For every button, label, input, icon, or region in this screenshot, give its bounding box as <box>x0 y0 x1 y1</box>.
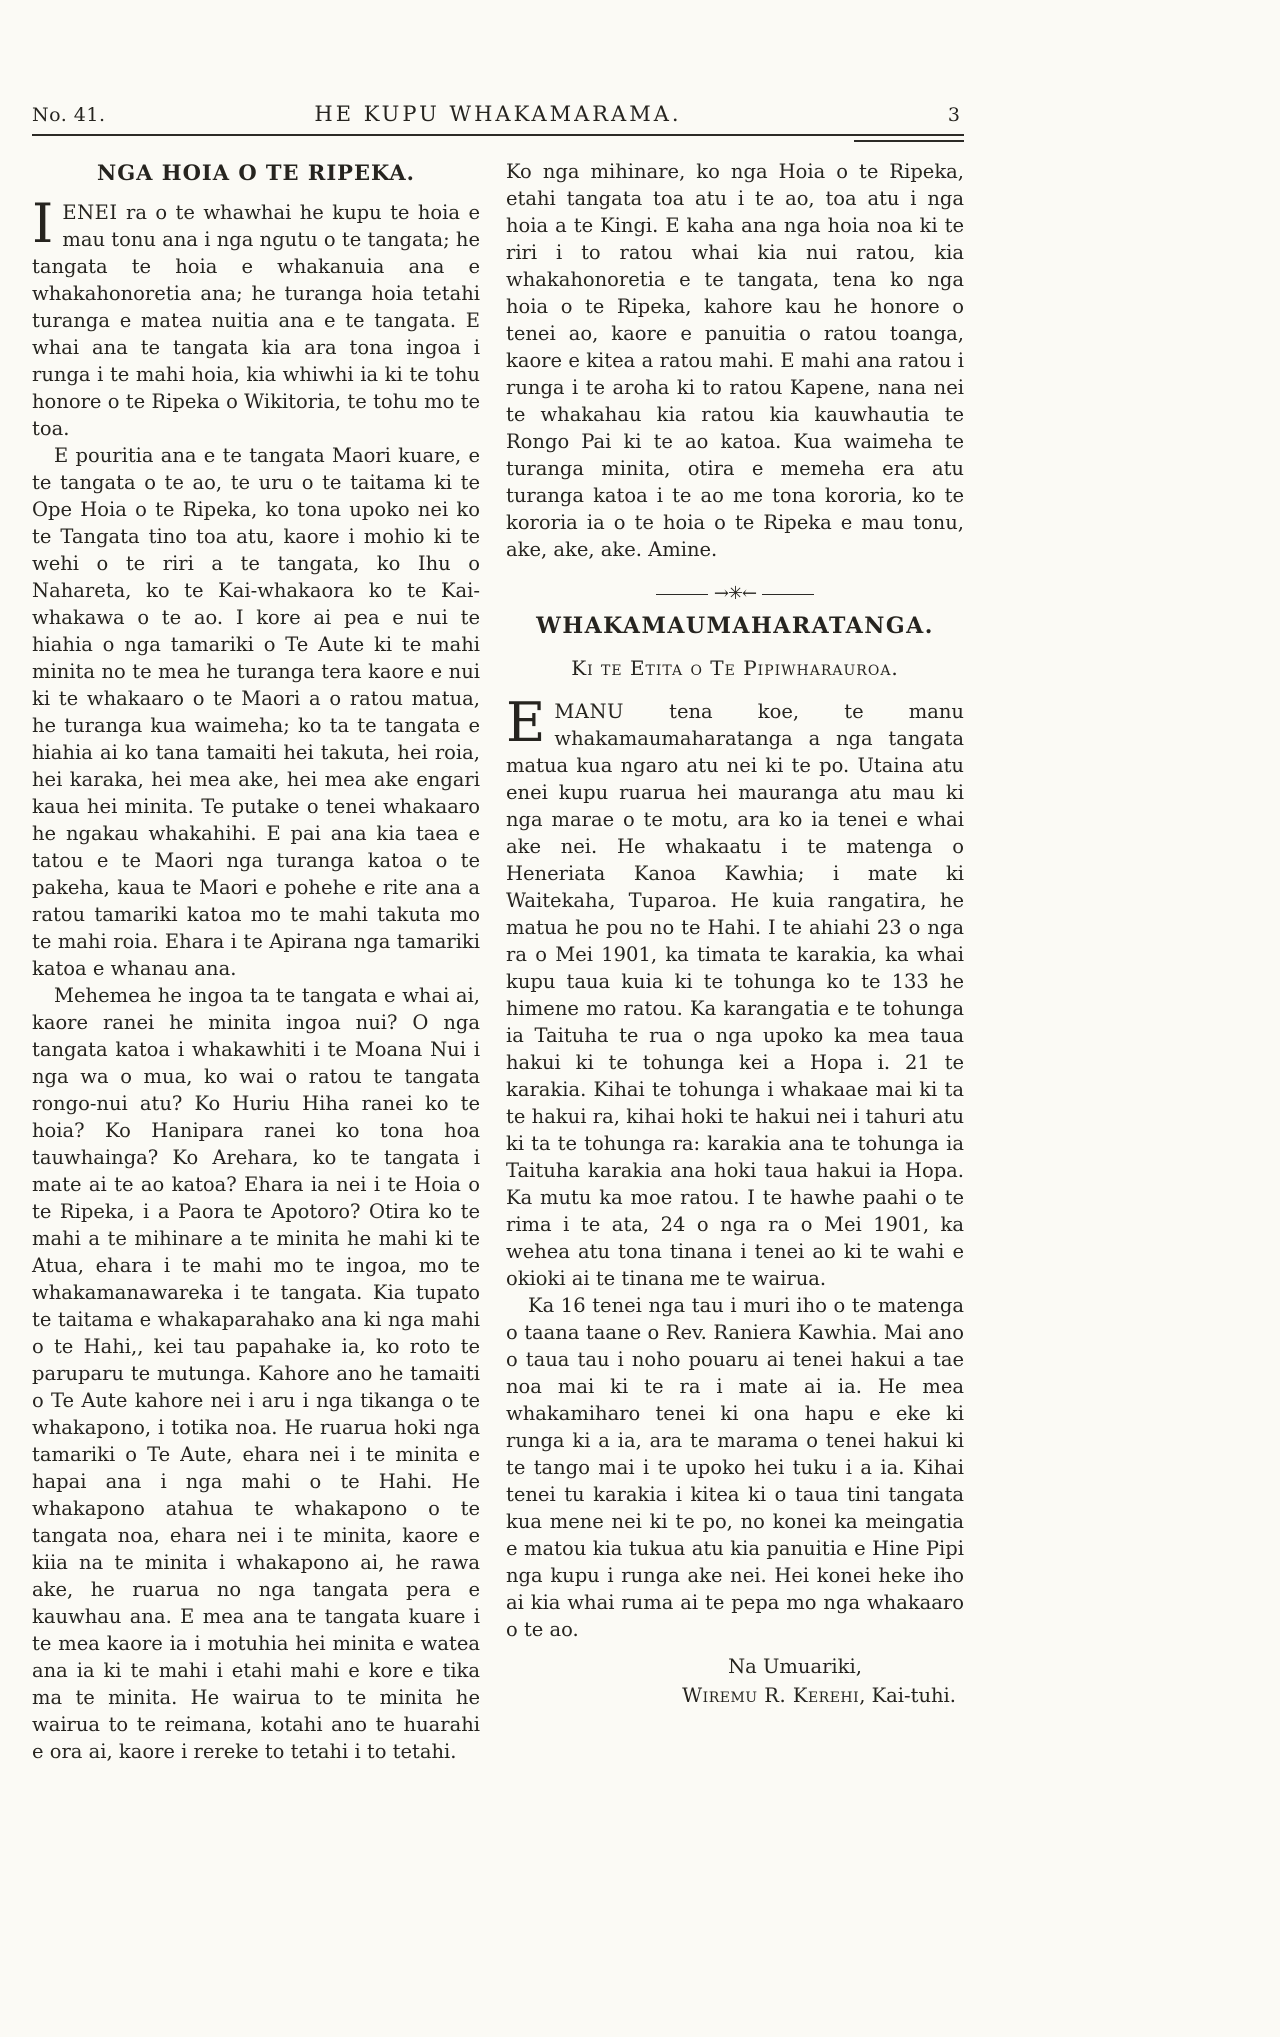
right-paragraph: Ka 16 tenei nga tau i muri iho o te matenga o taana taane o Rev. Raniera Kawhia. Mai ano o taua tau i noho pouaru ai tenei hakui a tae noa mai ki te ra i mate ai ia. He mea whakamiharo tenei ki ona hapu e eke ki runga ki a ia, ara te marama o tenei hakui ki te tango mai i te upoko hei tuku i a ia. Kihai tenei tu karakia i kitea ki o taua tini tangata kua mene nei ki te po, no konei ka meingatia e matou kia tukua atu kia panuitia e Hine Pipi nga kupu i runga ake nei. Hei konei heke iho ai kia whai ruma ai te pepa mo nga whakaaro o te ao. <box>506 1294 964 1642</box>
signoff-scribe <box>506 1682 964 1709</box>
masthead-rule <box>32 134 964 136</box>
masthead <box>32 96 964 126</box>
article-heading-whakamaumaharatanga: WHAKAMAUMAHARATANGA. <box>536 613 934 639</box>
left-paragraph: E pouritia ana e te tangata Maori kuare, e te tangata o te ao, te uru o te taitama ki te Ope Hoia o te Ripeka, ko tona upoko nei ko te Tangata tino toa atu, kaore i mohio ki te wehi o te riri a te tangata, ko Ihu o Nahareta, ko te Kai-whakaora ko te Kai-whakawa o te ao. I kore ai pea e nui te hiahia o nga tamariki o Te Aute ki te mahi minita no te mea he turanga tera kaore e nui ki te whakaaro o te Maori a o ratou matua, he turanga kua waimeha; ko ta te tangata e hiahia ai ko tana tamaiti hei takuta, hei roia, hei karaka, hei mea ake, hei mea ake engari kaua hei minita. Te putake o tenei whakaaro he ngakau whakahihi. E pai ana kia taea e tatou e te Maori nga turanga katoa o te pakeha, kaua te Maori e pohehe e rite ana a ratou tamariki katoa mo te mahi takuta mo te mahi roia. Ehara i te Apirana nga tamariki katoa e whanau ana. <box>32 444 480 981</box>
page-number-rule <box>854 140 964 142</box>
divider-ornament-icon: →✳← <box>713 583 757 604</box>
scribe-name: Wiremu R. Kerehi <box>682 1684 860 1708</box>
signoff-block <box>506 1653 964 1709</box>
page-content <box>32 96 964 1765</box>
divider-line-left <box>656 594 708 595</box>
scribe-role: , Kai-tuhi. <box>859 1684 956 1708</box>
left-paragraph: Mehemea he ingoa ta te tangata e whai ai, kaore ranei he minita ingoa nui? O nga tangata katoa i whakawhiti i te Moana Nui i nga wa o mua, ko wai o ratou te tangata rongo-nui atu? Ko Huriu Hiha ranei ko te hoia? Ko Hanipara ranei ko tona hoa tauwhainga? Ko Arehara, ko te tangata i mate ai te ao katoa? Ehara ia nei i te Hoia o te Ripeka, i a Paora te Apotoro? Otira ko te mahi a te mihinare a te minita he mahi ki te Atua, ehara i te mahi mo te ingoa, mo te whakamanawareka i te tangata. Kia tupato te taitama e whakaparahako ana ki nga mahi o te Hahi,, kei tau papahake ia, ko roto te paruparu te mutunga. Kahore ano he tamaiti o Te Aute kahore nei i aru i nga tikanga o te whakapono, i totika noa. He ruarua hoki nga tamariki o Te Aute, ehara nei i te minita e hapai ana i nga mahi o te Hahi. He whakapono atahua te whakapono o te tangata noa, ehara nei i te minita, kaore e kiia na te minita i whakapono ai, he rawa ake, he ruarua no nga tangata pera e kauwhau ana. E mea ana te tangata kuare i te mea kaore ia i motuhia hei minita e watea ana ia ki te mahi i etahi mahi e kore e tika ma te minita. He wairua to te minita he wairua to te reimana, kotahi ano te huarahi e ora ai, kaore i rereke to tetahi i to tetahi. <box>32 984 480 1764</box>
column-layout <box>32 158 964 1765</box>
salutation-line: Ki te Etita o Te Pipiwharauroa. <box>571 656 899 681</box>
issue-number: No. 41. <box>32 104 106 126</box>
right-lead-paragraph <box>506 691 964 1292</box>
dropcap-initial: I <box>32 192 54 256</box>
paper-title: HE KUPU WHAKAMARAMA. <box>314 102 682 126</box>
page-number: 3 <box>947 104 960 126</box>
right-column <box>506 158 964 1709</box>
divider-line-right <box>762 594 814 595</box>
continued-paragraph: Ko nga mihinare, ko nga Hoia o te Ripeka, etahi tangata toa atu i te ao, toa atu i nga hoia a te Kingi. E kaha ana nga hoia noa ki te riri i to ratou whai kia nui ratou, kia whakahonoretia e te tangata, tena ko nga hoia o te Ripeka, kahore kau he honore o tenei ao, kaore e panuitia o ratou toanga, kaore e kitea a ratou mahi. E mahi ana ratou i runga i te aroha ki to ratou Kapene, nana nei te whakahau kia ratou kia kauwhautia te Rongo Pai ki te ao katoa. Kua waimeha te turanga minita, otira e memeha era atu turanga katoa i te ao me tona kororia, ko te kororia ia o te hoia o te Ripeka e mau tonu, ake, ake, ake. Amine. <box>506 160 964 561</box>
paragraph-text: ra o te whawhai he kupu te hoia e mau tonu ana i nga ngutu o te tangata; he tangata te hoia e whakanuia ana e whakahonoretia ana; he turanga hoia tetahi turanga e matea nuitia ana e te tangata. E whai ana te tangata kia ara tona ingoa i runga i te mahi hoia, kia whiwhi ia ki te tohu honore o te Ripeka o Wikitoria, te tohu mo te toa. <box>32 201 480 441</box>
lead-word: ENEI <box>62 201 118 225</box>
lead-word: MANU <box>554 700 624 724</box>
signoff-author: Na Umuariki, <box>728 1655 862 1679</box>
article-heading-nga-hoia: NGA HOIA O TE RIPEKA. <box>97 160 415 185</box>
dropcap-initial: E <box>506 691 546 755</box>
left-column <box>32 158 480 1765</box>
paragraph-text: tena koe, te manu whakamaumaharatanga a nga tangata matua kua ngaro atu nei ki te po. Utaina atu enei kupu ruarua hei mauranga atu mau ki nga marae o te motu, ara ko ia tenei e whai ake nei. He whakaatu i te matenga o Heneriata Kanoa Kawhia; i mate ki Waitekaha, Tuparoa. He kuia rangatira, he matua he pou no te Hahi. I te ahiahi 23 o nga ra o Mei 1901, ka timata te karakia, ka whai kupu taua kuia ki te tohunga ko te 133 he himene mo ratou. Ka karangatia e te tohunga ia Taituha te rua o nga upoko ka mea taua hakui ki te tohunga kei a Hopa i. 21 te karakia. Kihai te tohunga i whakaae mai ki ta te hakui ra, kihai hoki te hakui nei i tahuri atu ki ta te tohunga ra: karakia ana te tohunga ia Taituha karakia ana hoki taua hakui ia Hopa. Ka mutu ka moe ratou. I te hawhe paahi o te rima i te ata, 24 o nga ra o Mei 1901, ka wehea atu tona tinana i tenei ao ki te wahi e okioki ai te tinana me te wairua. <box>506 700 964 1291</box>
section-divider <box>506 585 964 603</box>
left-lead-paragraph <box>32 192 480 442</box>
